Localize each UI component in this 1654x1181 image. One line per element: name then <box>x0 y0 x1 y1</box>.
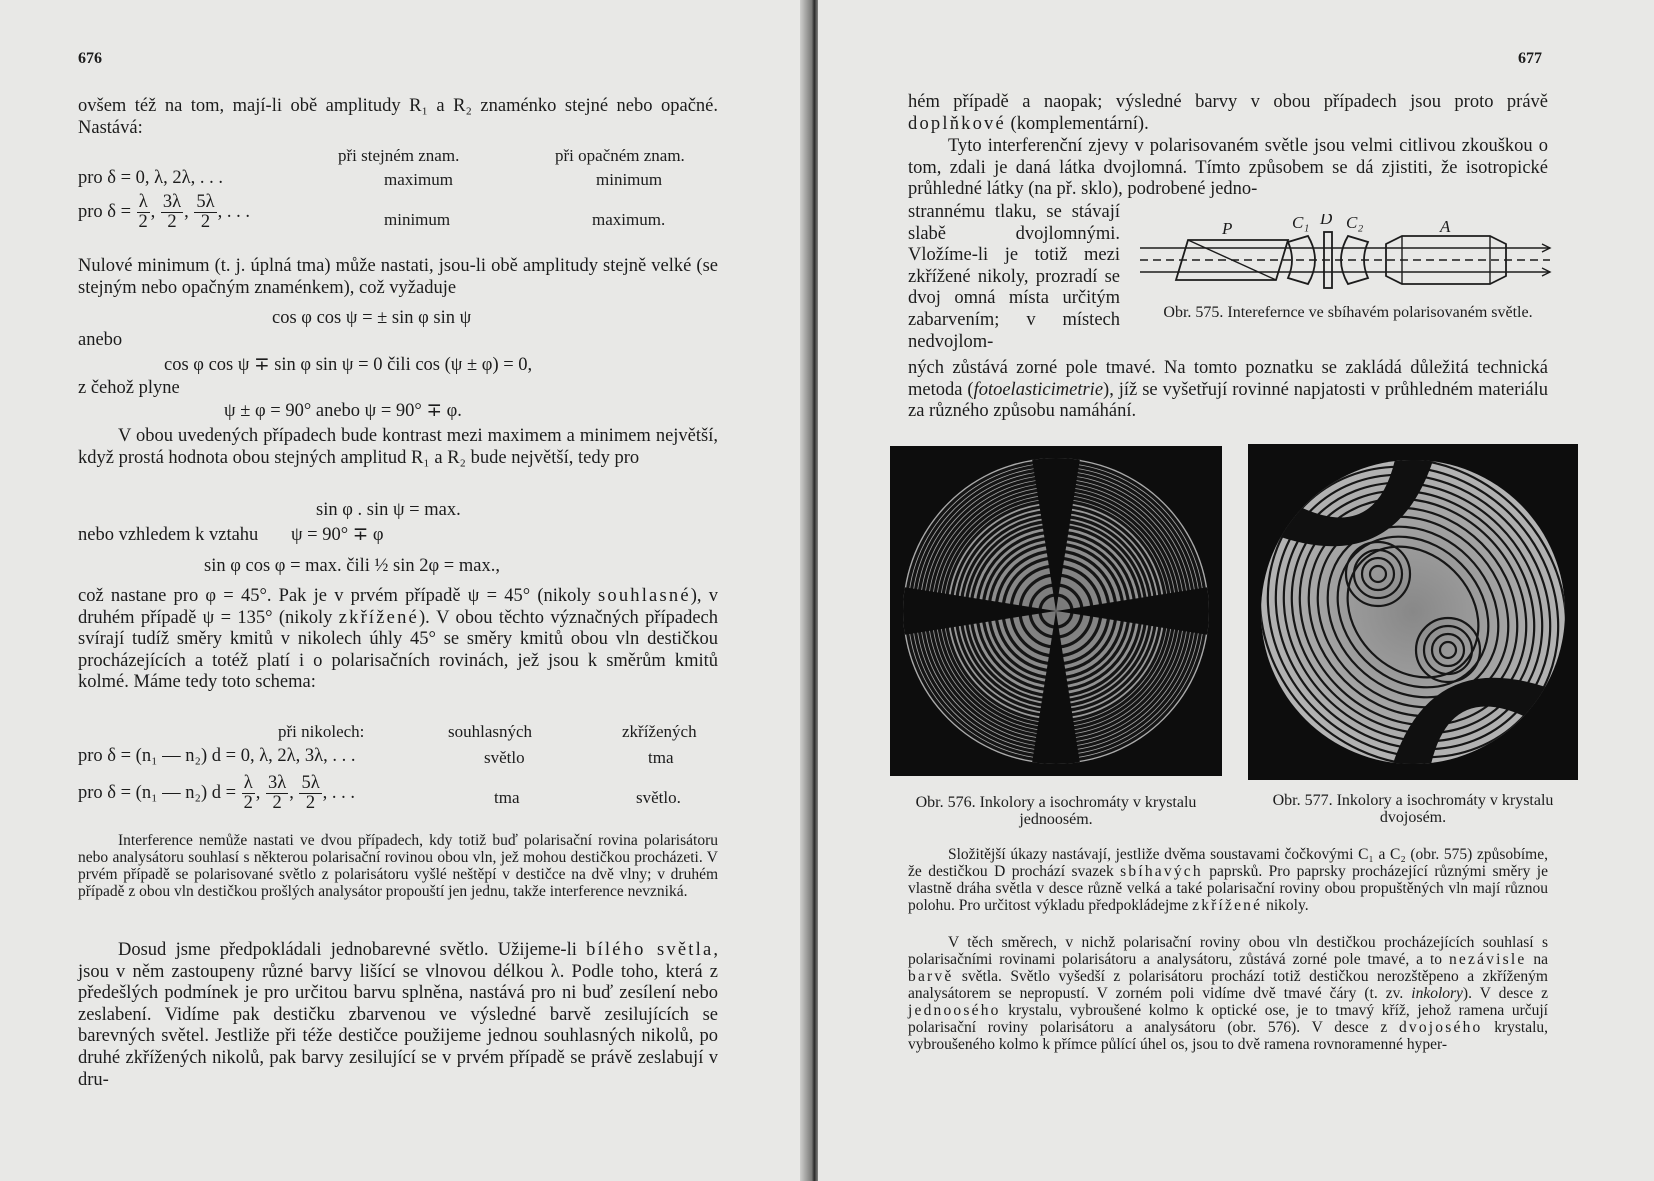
small-print-paragraph: Složitější úkazy nastávají, jestliže dvěma soustavami čočkovými C₁ a C₂ (obr. 575) způsobíme, že destičkou D prochází svazek sbíhavých paprsků. Pro paprsky procházející různými směry je vlastně dráha světla v desce různě velká a také polarisační roviny obou propuštěných vln mají různou polohu. Pro určitost výkladu předpokládejme zkřížené nikoly. <box>908 846 1548 914</box>
table-header: při opačném znam. <box>555 146 685 165</box>
left-page <box>0 0 808 1181</box>
table-header: při nikolech: <box>278 722 365 741</box>
equation-row: pro δ = $\frac{\lambda}{2}$ , $\frac{3\lambda}{2}$ , $\frac{5\lambda}{2}$ , . . . <box>78 192 251 233</box>
right-page <box>818 0 1654 1181</box>
table-cell: maximum. <box>592 210 666 229</box>
table-header: při stejném znam. <box>338 146 460 165</box>
table-header: zkřížených <box>622 722 697 741</box>
equation-row: pro δ = (n₁ — n₂) d = 0, λ, 2λ, 3λ, . . . <box>78 746 356 766</box>
equation-row: pro δ = 0, λ, 2λ, . . . <box>78 168 224 188</box>
figure-caption: Obr. 577. Inkolory a isochromáty v krystalu dvojosém. <box>1272 792 1554 826</box>
equation-row: nebo vzhledem k vztahu ψ = 90° ∓ φ <box>78 525 384 545</box>
table-header: souhlasných <box>448 722 533 741</box>
table-cell: maximum <box>384 170 453 189</box>
paragraph: hém případě a naopak; výsledné barvy v obou případech jsou proto právě doplňkové (komplementární). <box>908 92 1548 134</box>
figure-caption: Obr. 575. Interefernce ve sbíhavém polarisovaném světle. <box>1163 304 1533 321</box>
equation: cos φ cos ψ ∓ sin φ sin ψ = 0 čili cos (ψ ± φ) = 0, <box>164 355 533 375</box>
table-cell: tma <box>648 748 674 767</box>
view-field <box>1261 460 1565 764</box>
small-print-paragraph: Interference nemůže nastati ve dvou případech, kdy totiž buď polarisační rovina polarisátoru nebo analysátoru souhlasí s některou polarisační rovinou obou vln, jež mohou destičkou procházeti. V prvém případě se polarisované světlo z polarisátoru vyšlé neštěpí v destičce na dvě vlny; v druhém případě z obou vln destičkou prošlých analysátor propouští jen jednu, takže interference nevzniká. <box>78 832 718 900</box>
paragraph: Nulové minimum (t. j. úplná tma) může nastati, jsou-li obě amplitudy stejně velké (se stejným nebo opačným znaménkem), což vyžaduje <box>78 256 718 298</box>
paragraph: ných zůstává zorné pole tmavé. Na tomto poznatku se zakládá důležitá technická metoda (fotoelasticimetrie), jíž se vyšetřují rovinné napjatosti v průhledném materiálu za různého způsobu namáhání. <box>908 358 1548 422</box>
paragraph-narrow: strannému tlaku, se stávají slabě dvojlomnými. Vložíme-li je totiž mezi zkřížené nikoly, prozradí se dvoj omná místa určitým zabarvením; v místech nedvojlom- <box>908 202 1120 352</box>
label-p: P <box>1222 219 1233 238</box>
page-number-right: 677 <box>1518 50 1542 67</box>
paragraph: Tyto interferenční zjevy v polarisovaném světle jsou velmi citlivou zkouškou o tom, zdali je daná látka dvojlomná. Tímto způsobem se dá zjistiti, že isotropické průhledné látky (na př. sklo), podrobené jedno- <box>908 136 1548 200</box>
optical-setup-diagram <box>1140 214 1560 304</box>
figure-caption: Obr. 576. Inkolory a isochromáty v krystalu jednoosém. <box>915 794 1197 828</box>
table-cell: tma <box>494 788 520 807</box>
paragraph: ovšem též na tom, mají-li obě amplitudy R₁ a R₂ znaménko stejné nebo opačné. Nastává: <box>78 96 718 138</box>
equation: sin φ . sin ψ = max. <box>316 500 461 520</box>
equation-row: pro δ = (n₁ — n₂) d = $\frac{\lambda}{2}$ , $\frac{3\lambda}{2}$ , $\frac{5\lambda}{2}$ , . . . <box>78 773 356 814</box>
text-line: z čehož plyne <box>78 378 180 398</box>
small-print-paragraph: V těch směrech, v nichž polarisační roviny obou vln destičkou procházejících souhlasí s polarisačními rovinami polarisátoru a analysátoru, zůstává zorné pole tmavé, a to nezávisle na barvě světla. Světlo vyšedší z polarisátoru prochází totiž destičkou nerozštěpeno a zkříženým analysátorem se nepropustí. V zorném poli vidíme dvě tmavé čáry (t. zv. inkolory). V desce z jednoosého krystalu, vybroušené kolmo k optické ose, je to tmavý kříž, jehož ramena určují polarisační roviny polarisátoru a analysátoru (obr. 576). V desce z dvojosého krystalu, vybroušeného kolmo k přímce půlící úhel os, jsou to dvě ramena rovnoramenné hyper- <box>908 934 1548 1053</box>
equation: sin φ cos φ = max. čili ½ sin 2φ = max., <box>204 556 500 576</box>
text-line: anebo <box>78 330 123 350</box>
page-number-left: 676 <box>78 50 102 67</box>
label-c1: C₁ <box>1292 214 1310 232</box>
equation: ψ ± φ = 90° anebo ψ = 90° ∓ φ. <box>224 401 462 421</box>
photo-biaxial-crystal <box>1248 444 1578 780</box>
paragraph: V obou uvedených případech bude kontrast mezi maximem a minimem největší, když prostá hodnota obou stejných amplitud R₁ a R₂ bude největší, tedy pro <box>78 426 718 468</box>
equation: cos φ cos ψ = ± sin φ sin ψ <box>272 308 472 328</box>
label-c2: C₂ <box>1346 214 1364 232</box>
table-cell: světlo <box>484 748 525 767</box>
table-cell: minimum <box>596 170 663 189</box>
paragraph: Dosud jsme předpokládali jednobarevné světlo. Užijeme-li bílého světla, jsou v něm zastoupeny různé barvy lišící se vlnovou délkou λ. Podle toho, která z předešlých podmínek je pro určitou barvu splněna, nastává pro ni buď zesílení nebo zeslabení. Vidíme pak destičku zbarvenou ve výsledné barvě zesilujících se barevných světel. Jestliže při téže destičce použijeme jednou souhlasných nikolů, po druhé zkřížených nikolů, pak barvy zesilující se v prvém případě se právě zeslabují v dru- <box>78 940 718 1090</box>
label-d: D <box>1320 214 1333 228</box>
paragraph: což nastane pro φ = 45°. Pak je v prvém případě ψ = 45° (nikoly souhlasné), v druhém případě ψ = 135° (nikoly zkřížené). V obou těchto význačných případech svírají tudíž směry kmitů v nikolech úhly 45° se směry kmitů obou vln destičkou procházejících a totéž platí i o polarisačních rovinách, jež jsou k směrům kmitů kolmé. Máme tedy toto schema: <box>78 586 718 693</box>
table-cell: minimum <box>384 210 451 229</box>
photo-uniaxial-crystal <box>890 446 1222 776</box>
table-cell: světlo. <box>636 788 681 807</box>
label-a: A <box>1440 217 1451 236</box>
